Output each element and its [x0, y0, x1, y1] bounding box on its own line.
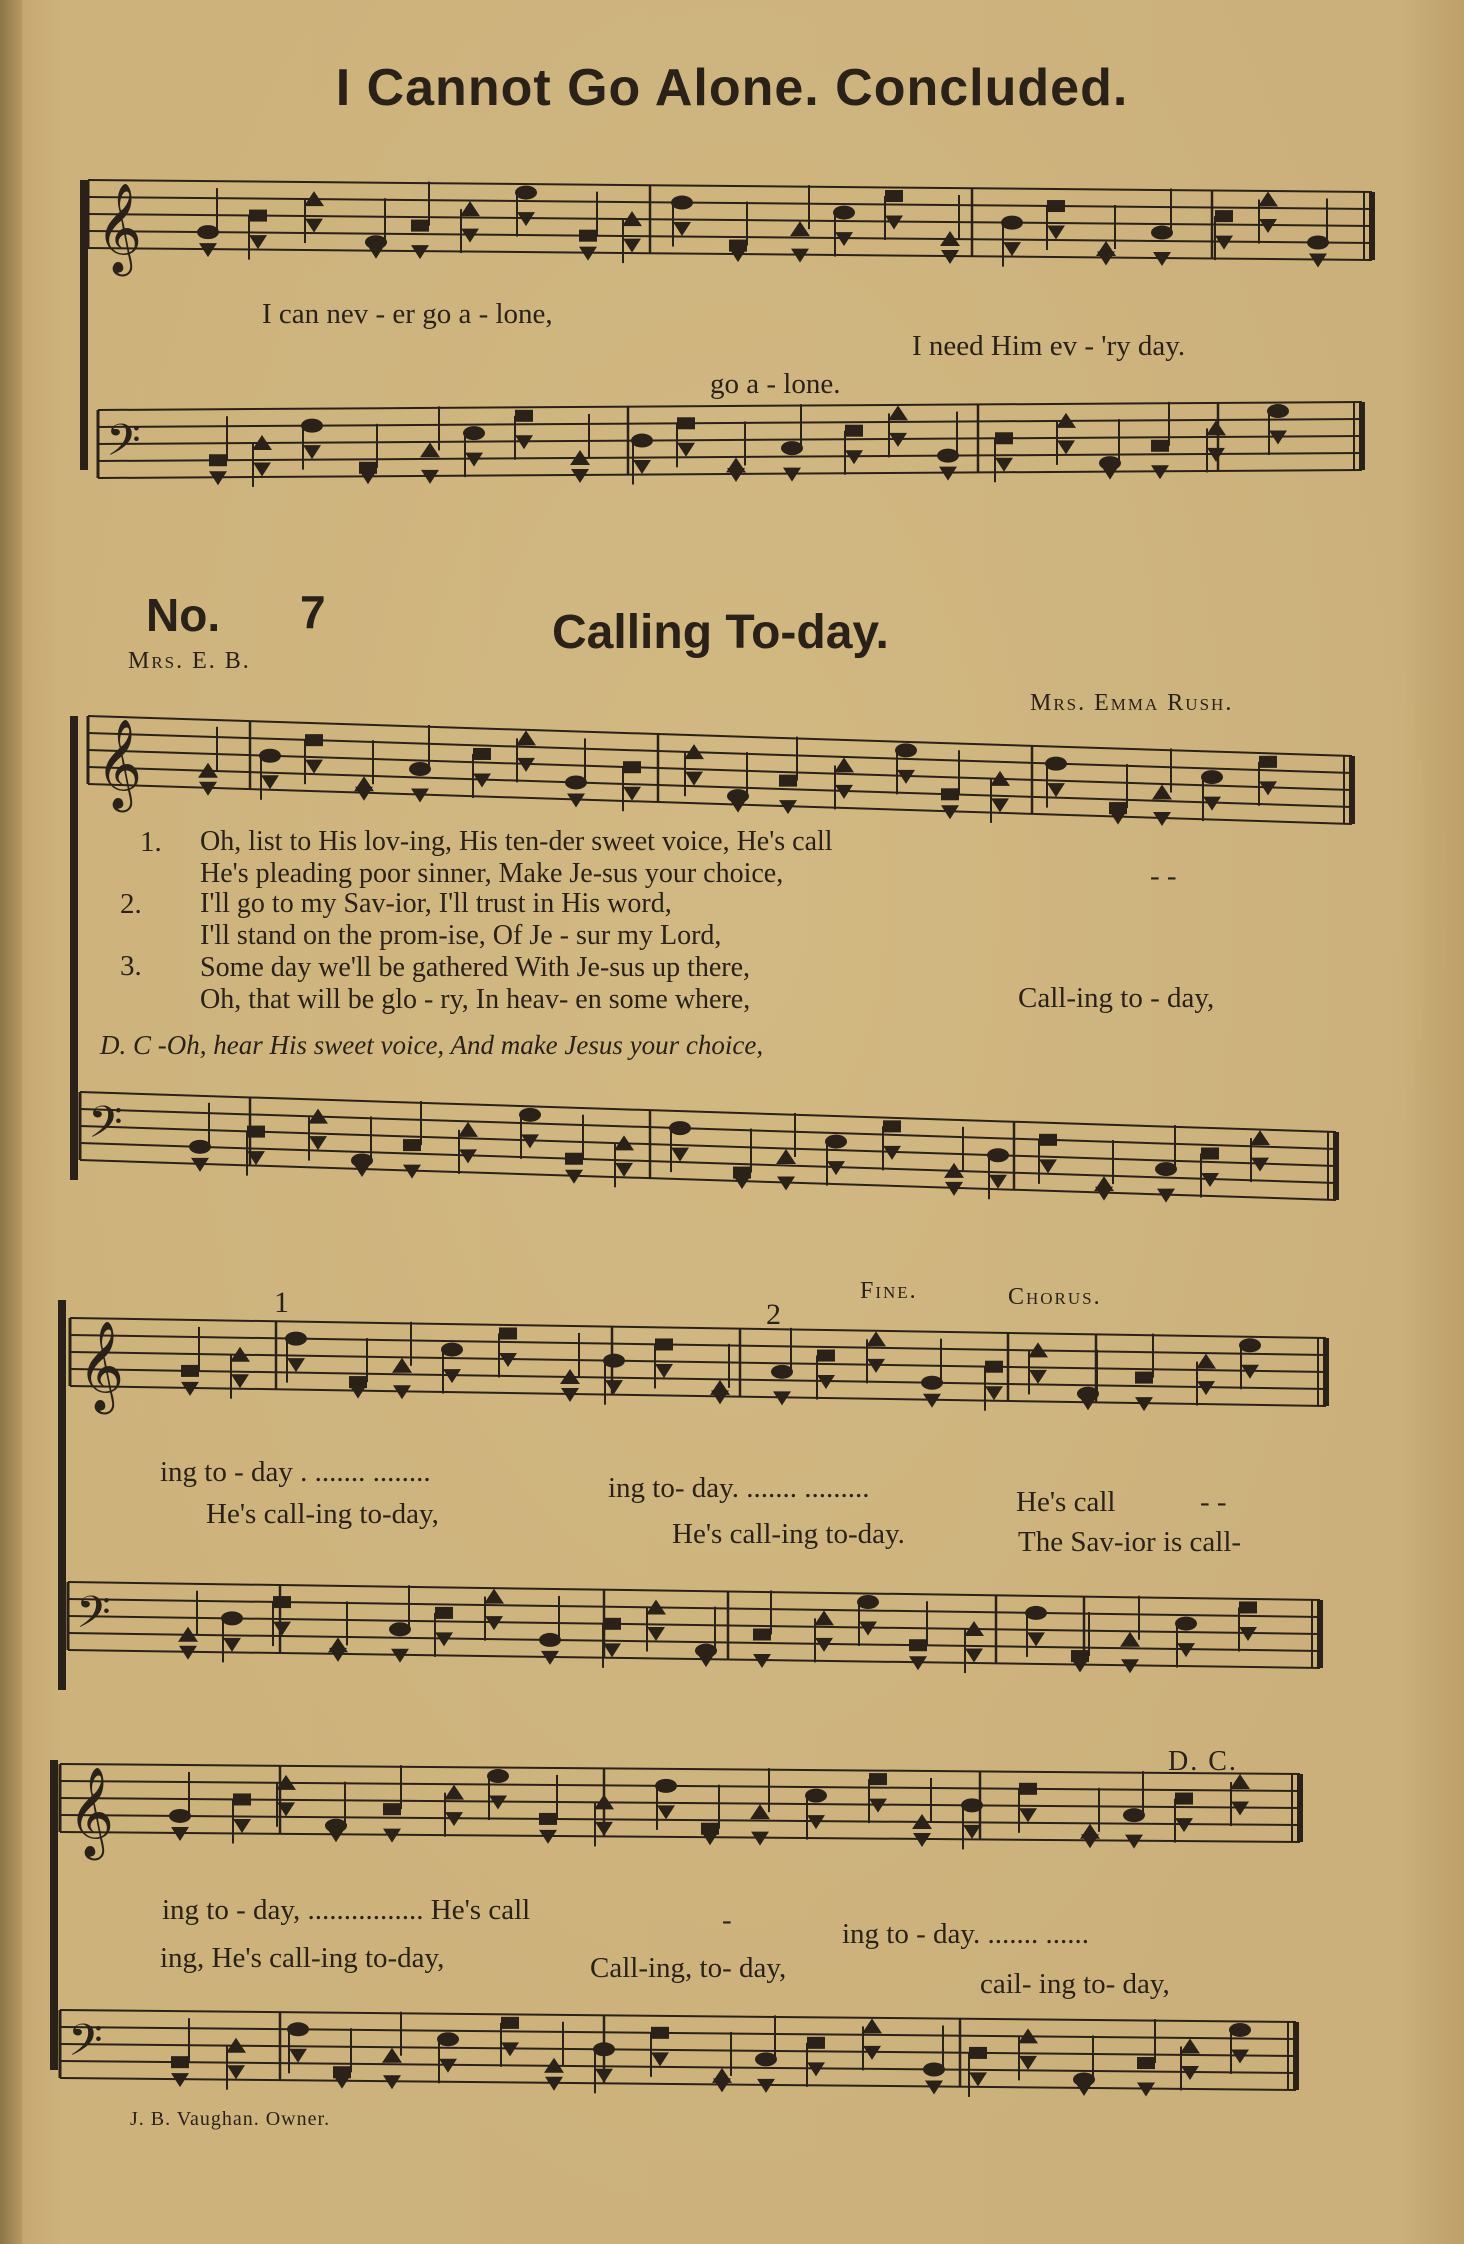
- staff-line: [98, 453, 1362, 461]
- note-head: [309, 1136, 327, 1150]
- note-head: [965, 1649, 983, 1663]
- note-head: [969, 2047, 987, 2059]
- note-head: [895, 743, 917, 757]
- note-head: [909, 1639, 927, 1651]
- note-head: [460, 201, 480, 216]
- song2-title: Calling To-day.: [552, 606, 889, 659]
- note-head: [473, 748, 491, 760]
- note-head: [781, 441, 803, 455]
- note-head: [985, 1386, 1003, 1400]
- sys2-upper-lyric-2: ing to- day. ....... .........: [608, 1472, 870, 1504]
- note-head: [273, 1622, 291, 1636]
- note-head: [657, 1805, 675, 1819]
- note-head: [941, 788, 959, 800]
- staff-line: [88, 716, 1352, 756]
- note-head: [921, 1376, 943, 1390]
- verse-line-1: Oh, list to His lov-ing, His ten-der sweet voice, He's call: [200, 826, 833, 857]
- note-head: [420, 442, 440, 457]
- note-head: [991, 798, 1009, 812]
- owner-credit: J. B. Vaughan. Owner.: [130, 2108, 331, 2130]
- treble-clef-icon: 𝄞: [96, 183, 143, 273]
- note-head: [969, 2072, 987, 2086]
- staff-line: [70, 1318, 1326, 1338]
- verse-number-3: 3.: [120, 950, 142, 982]
- note-head: [539, 1813, 557, 1825]
- note-head: [623, 239, 641, 253]
- note-head: [565, 1153, 583, 1165]
- note-head: [673, 222, 691, 236]
- note-head: [301, 419, 323, 433]
- note-head: [677, 417, 695, 429]
- staff-line: [80, 1092, 1336, 1132]
- note-head: [807, 2037, 825, 2049]
- staff-line: [60, 2044, 1296, 2056]
- note-head: [1151, 226, 1173, 240]
- note-head: [487, 1769, 509, 1783]
- note-head: [458, 1122, 478, 1137]
- staff-line: [60, 2061, 1296, 2073]
- note-head: [181, 1365, 199, 1377]
- note-head: [515, 186, 537, 200]
- staff-line: [98, 402, 1362, 410]
- note-head: [579, 230, 597, 242]
- note-head: [519, 1108, 541, 1122]
- note-head: [1025, 1606, 1047, 1620]
- note-head: [565, 775, 587, 789]
- verse-line-4: I'll stand on the prom-ise, Of Je - sur my Lord,: [200, 920, 722, 951]
- note-head: [261, 775, 279, 789]
- note-head: [409, 762, 431, 776]
- note-head: [247, 1126, 265, 1138]
- note-head: [655, 1364, 673, 1378]
- note-head: [1180, 2038, 1200, 2053]
- note-head: [671, 1148, 689, 1162]
- note-head: [1206, 420, 1226, 435]
- staff-line: [98, 419, 1362, 427]
- song-number: 7: [300, 586, 326, 638]
- staff-line: [88, 180, 1372, 192]
- staff-line: [68, 1599, 1320, 1617]
- note-head: [1151, 440, 1169, 452]
- note-head: [603, 1618, 621, 1630]
- sys3-upper-lyric-1: ing to - day, ................ He's call: [162, 1894, 531, 1926]
- staff-line: [98, 436, 1362, 444]
- note-head: [403, 1139, 421, 1151]
- note-head: [539, 1633, 561, 1647]
- staff-line: [88, 214, 1372, 226]
- note-head: [623, 761, 641, 773]
- note-head: [305, 734, 323, 746]
- song1-title: I Cannot Go Alone. Concluded.: [335, 59, 1129, 117]
- sys3-lower-lyric-2: Call-ing, to- day,: [590, 1952, 787, 1984]
- note-head: [1019, 2056, 1037, 2070]
- verse-dash: - -: [1150, 860, 1177, 892]
- note-head: [1307, 235, 1329, 249]
- note-head: [253, 462, 271, 476]
- note-head: [435, 1607, 453, 1619]
- note-head: [1003, 242, 1021, 256]
- note-head: [1019, 1783, 1037, 1795]
- note-head: [1039, 1159, 1057, 1173]
- note-head: [651, 2052, 669, 2066]
- note-head: [1047, 783, 1065, 797]
- note-head: [1135, 1372, 1153, 1384]
- note-head: [259, 749, 281, 763]
- note-head: [169, 1809, 191, 1823]
- note-head: [631, 434, 653, 448]
- note-head: [289, 2049, 307, 2063]
- note-head: [995, 458, 1013, 472]
- note-head: [285, 1332, 307, 1346]
- note-head: [382, 2048, 402, 2063]
- note-head: [189, 1140, 211, 1154]
- note-head: [985, 1361, 1003, 1373]
- words-credit: Mrs. E. B.: [128, 648, 251, 674]
- staff-line: [60, 1764, 1300, 1774]
- note-head: [603, 1643, 621, 1657]
- verse-refrain-calling-today: Call-ing to - day,: [1018, 982, 1215, 1014]
- staff-line: [70, 1335, 1326, 1355]
- bass-clef-icon: 𝄢: [88, 1096, 123, 1159]
- ending-1-mark: 1: [274, 1286, 289, 1319]
- note-head: [753, 1628, 771, 1640]
- note-head: [633, 460, 651, 474]
- note-head: [197, 225, 219, 239]
- note-head: [1029, 1370, 1047, 1384]
- note-head: [845, 425, 863, 437]
- treble-clef-icon: 𝄞: [96, 719, 143, 809]
- verse-line-3: I'll go to my Sav-ior, I'll trust in His word,: [200, 888, 672, 919]
- sys3-lower-lyric-3: cail- ing to- day,: [980, 1968, 1170, 2000]
- da-capo-mark: D. C.: [1168, 1746, 1238, 1777]
- note-head: [1039, 1134, 1057, 1146]
- verse-line-2: He's pleading poor sinner, Make Je-sus your choice,: [200, 858, 784, 889]
- note-head: [595, 1822, 613, 1836]
- staff-line: [60, 1832, 1300, 1842]
- note-head: [223, 1638, 241, 1652]
- note-head: [805, 1789, 827, 1803]
- note-head: [779, 775, 797, 787]
- verse-number-1: 1.: [140, 826, 162, 858]
- note-head: [623, 787, 641, 801]
- sys2-lower-lyric-2: He's call-ing to-day.: [672, 1518, 905, 1550]
- note-head: [209, 454, 227, 466]
- note-head: [963, 1825, 981, 1839]
- note-head: [671, 196, 693, 210]
- note-head: [233, 1819, 251, 1833]
- note-head: [501, 2017, 519, 2029]
- staff-line: [70, 1386, 1326, 1406]
- bass-clef-icon: 𝄢: [68, 2014, 103, 2077]
- note-head: [647, 1627, 665, 1641]
- note-head: [1057, 440, 1075, 454]
- song-number-label: No.: [146, 589, 221, 641]
- verse-line-5: Some day we'll be gathered With Je-sus up there,: [200, 952, 751, 983]
- song1-lyric-line-3: go a - lone.: [710, 368, 841, 400]
- music-credit: Mrs. Emma Rush.: [1030, 690, 1234, 716]
- note-head: [1201, 1147, 1219, 1159]
- note-head: [595, 2069, 613, 2083]
- note-head: [655, 1779, 677, 1793]
- note-head: [790, 221, 810, 236]
- note-head: [817, 1350, 835, 1362]
- note-head: [1019, 1808, 1037, 1822]
- note-head: [1001, 216, 1023, 230]
- note-head: [499, 1327, 517, 1339]
- note-head: [862, 2018, 882, 2033]
- note-head: [1239, 1338, 1261, 1352]
- note-head: [463, 426, 485, 440]
- note-head: [755, 2052, 777, 2066]
- note-head: [392, 1358, 412, 1373]
- note-head: [411, 220, 429, 232]
- note-head: [441, 1343, 463, 1357]
- note-head: [1152, 784, 1172, 799]
- note-head: [655, 1338, 673, 1350]
- verse-line-6: Oh, that will be glo - ry, In heav- en some where,: [200, 984, 751, 1015]
- staff-line: [80, 1160, 1336, 1200]
- note-head: [771, 1365, 793, 1379]
- staff-line: [60, 2078, 1296, 2090]
- staff-line: [68, 1582, 1320, 1600]
- note-head: [221, 1611, 243, 1625]
- note-head: [888, 405, 908, 420]
- note-head: [1196, 1354, 1216, 1369]
- staff-line: [60, 2027, 1296, 2039]
- note-head: [885, 190, 903, 202]
- note-head: [1175, 1617, 1197, 1631]
- note-head: [1215, 210, 1233, 222]
- note-head: [883, 1120, 901, 1132]
- staff-line: [70, 1352, 1326, 1372]
- note-head: [833, 206, 855, 220]
- note-head: [685, 772, 703, 786]
- sys2-lower-lyric-1: He's call-ing to-day,: [206, 1498, 439, 1530]
- ending-2-mark: 2: [766, 1298, 781, 1331]
- note-head: [1123, 1808, 1145, 1822]
- note-head: [1250, 1130, 1270, 1145]
- sys3-upper-lyric-2: -: [722, 1904, 732, 1936]
- note-head: [1239, 1601, 1257, 1613]
- note-head: [484, 1589, 504, 1604]
- sys2-upper-lyric-1: ing to - day . ....... ........: [160, 1456, 431, 1488]
- note-head: [814, 1610, 834, 1625]
- note-head: [1201, 770, 1223, 784]
- treble-clef-icon: 𝄞: [78, 1321, 125, 1411]
- note-head: [273, 1596, 291, 1608]
- note-head: [383, 1803, 401, 1815]
- note-head: [593, 2042, 615, 2056]
- note-head: [516, 730, 536, 745]
- note-head: [961, 1798, 983, 1812]
- note-head: [677, 443, 695, 457]
- fine-mark: Fine.: [860, 1278, 918, 1304]
- bass-clef-icon: 𝄢: [106, 414, 141, 477]
- verse-number-2: 2.: [120, 888, 142, 920]
- song1-lyric-line-2: I need Him ev - 'ry day.: [912, 330, 1186, 362]
- note-head: [287, 2022, 309, 2036]
- note-head: [615, 1163, 633, 1177]
- note-head: [437, 2032, 459, 2046]
- note-head: [995, 432, 1013, 444]
- note-head: [1027, 1632, 1045, 1646]
- note-head: [937, 449, 959, 463]
- staff-line: [60, 2010, 1296, 2022]
- note-head: [605, 1380, 623, 1394]
- note-head: [603, 1354, 625, 1368]
- staff-line: [80, 1109, 1336, 1149]
- note-head: [1267, 404, 1289, 418]
- note-head: [866, 1331, 886, 1346]
- note-head: [389, 1622, 411, 1636]
- note-head: [750, 1804, 770, 1819]
- note-head: [305, 219, 323, 233]
- note-head: [1229, 2023, 1251, 2037]
- note-head: [1258, 192, 1278, 207]
- note-head: [923, 2062, 945, 2076]
- note-head: [249, 210, 267, 222]
- note-head: [303, 445, 321, 459]
- note-head: [1175, 1793, 1193, 1805]
- note-head: [1120, 1632, 1140, 1647]
- note-head: [825, 1135, 847, 1149]
- note-head: [1259, 756, 1277, 768]
- chorus-mark: Chorus.: [1008, 1284, 1102, 1310]
- song1-lyric-line-1: I can nev - er go a - lone,: [262, 298, 553, 330]
- treble-clef-icon: 𝄞: [68, 1767, 115, 1857]
- note-head: [987, 1148, 1009, 1162]
- bass-clef-icon: 𝄢: [76, 1586, 111, 1649]
- note-head: [1047, 226, 1065, 240]
- note-head: [869, 1773, 887, 1785]
- staff-line: [88, 197, 1372, 209]
- note-head: [669, 1121, 691, 1135]
- sys2-lower-lyric-3: The Sav-ior is call-: [1018, 1526, 1242, 1558]
- staff-line: [68, 1616, 1320, 1634]
- note-head: [834, 757, 854, 772]
- note-head: [857, 1595, 879, 1609]
- note-head: [651, 2027, 669, 2039]
- note-head: [171, 2056, 189, 2068]
- note-head: [233, 1793, 251, 1805]
- note-head: [227, 2065, 245, 2079]
- note-head: [1047, 200, 1065, 212]
- staff-line: [60, 1781, 1300, 1791]
- sys3-lower-lyric-1: ing, He's call-ing to-day,: [160, 1942, 445, 1974]
- note-head: [1155, 1162, 1177, 1176]
- dc-lyric-line: D. C -Oh, hear His sweet voice, And make Jesus your choice,: [100, 1030, 764, 1060]
- note-head: [287, 1358, 305, 1372]
- staff-line: [80, 1143, 1336, 1183]
- note-head: [231, 1374, 249, 1388]
- note-head: [515, 410, 533, 422]
- note-head: [444, 1785, 464, 1800]
- note-head: [989, 1175, 1007, 1189]
- sys3-upper-lyric-3: ing to - day. ....... ......: [842, 1918, 1090, 1950]
- staff-line: [80, 1126, 1336, 1166]
- note-head: [305, 760, 323, 774]
- sys2-upper-lyric-4: - -: [1200, 1486, 1227, 1518]
- note-head: [249, 235, 267, 249]
- note-head: [1137, 2057, 1155, 2069]
- note-head: [776, 1149, 796, 1164]
- note-head: [1045, 757, 1067, 771]
- sys2-upper-lyric-3: He's call: [1016, 1486, 1116, 1518]
